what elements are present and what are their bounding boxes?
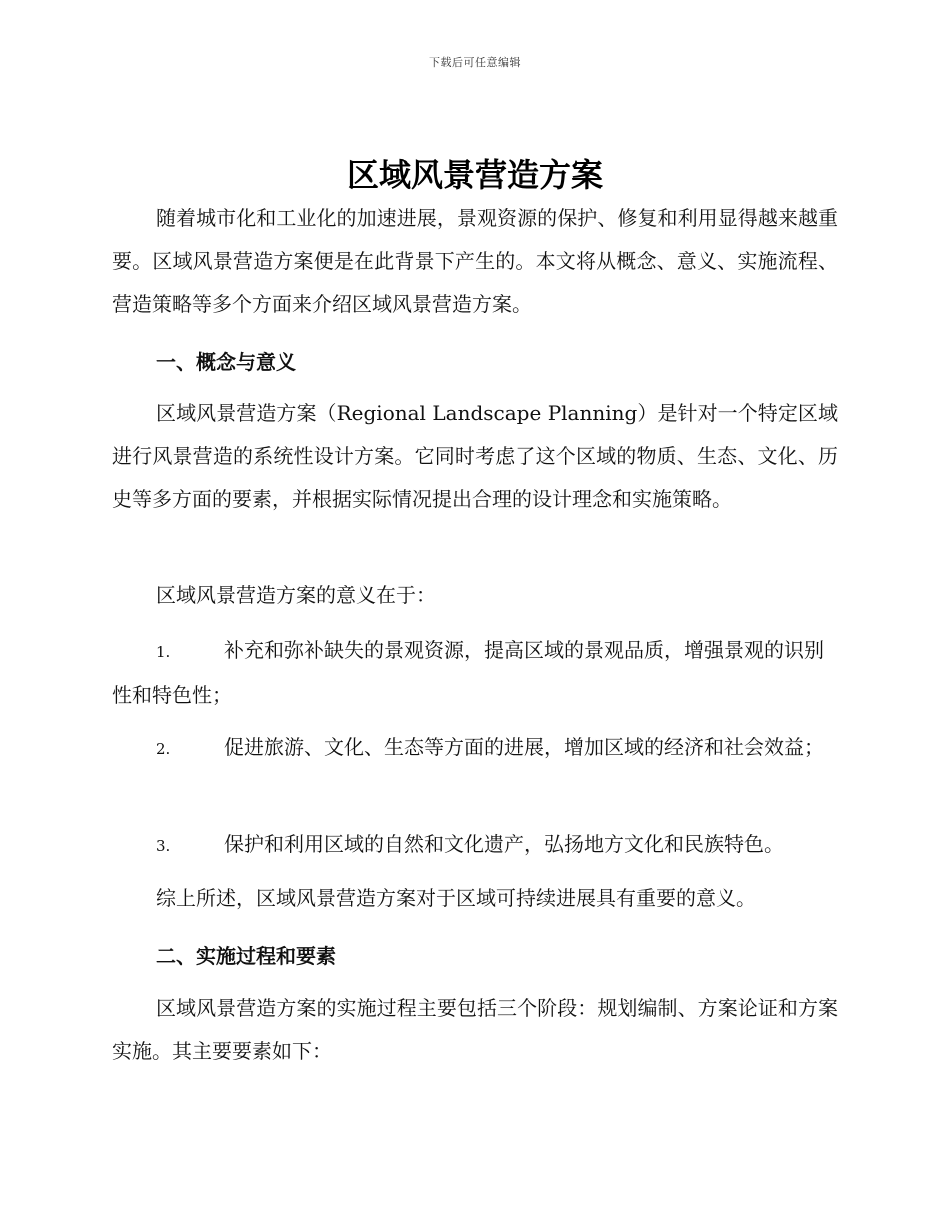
list-number: 1. (156, 643, 171, 661)
list-text: 保护和利用区域的自然和文化遗产，弘扬地方文化和民族特色。 (224, 832, 784, 856)
header-note: 下载后可任意编辑 (429, 56, 521, 69)
list-item (112, 823, 838, 868)
significance-intro: 区域风景营造方案的意义在于： (156, 583, 436, 607)
summary-paragraph: 综上所述，区域风景营造方案对于区域可持续进展具有重要的意义。 (156, 886, 756, 910)
list-number: 3. (156, 837, 171, 855)
intro-paragraph: 随着城市化和工业化的加速进展，景观资源的保护、修复和利用显得越来越重要。区域风景营造方案便是在此背景下产生的。本文将从概念、意义、实施流程、营造策略等多个方面来介绍区域风景营造方案。 (112, 206, 838, 316)
list-item (112, 629, 838, 717)
document-title: 区域风景营造方案 (346, 156, 603, 194)
list-number: 2. (156, 740, 171, 758)
implementation-paragraph: 区域风景营造方案的实施过程主要包括三个阶段：规划编制、方案论证和方案实施。其主要要素如下： (112, 996, 838, 1063)
list-text: 促进旅游、文化、生态等方面的进展，增加区域的经济和社会效益； (224, 735, 824, 759)
section-heading-concept: 一、概念与意义 (156, 350, 296, 374)
list-item (112, 726, 838, 771)
list-text: 补充和弥补缺失的景观资源，提高区域的景观品质，增强景观的识别性和特色性； (112, 638, 824, 707)
section-heading-implementation: 二、实施过程和要素 (156, 944, 336, 968)
concept-paragraph: 区域风景营造方案（Regional Landscape Planning）是针对一个特定区域进行风景营造的系统性设计方案。它同时考虑了这个区域的物质、生态、文化、历史等多方面的要素，并根据实际情况提出合理的设计理念和实施策略。 (112, 401, 838, 511)
